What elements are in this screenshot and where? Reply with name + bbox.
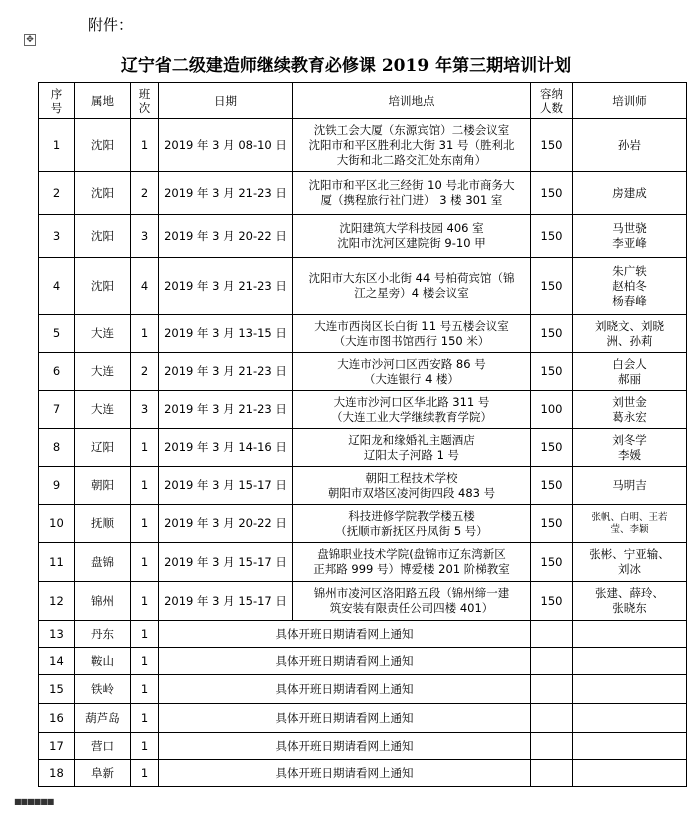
cell-teacher: 孙岩 (573, 119, 687, 172)
cell-capacity (531, 733, 573, 760)
cell-region: 沈阳 (75, 258, 131, 315)
cell-region: 朝阳 (75, 467, 131, 505)
table-row (39, 675, 687, 704)
cell-location: 辽阳龙和缘婚礼主题酒店 辽阳太子河路 1 号 (293, 429, 531, 467)
cell-capacity: 150 (531, 172, 573, 215)
cell-region: 铁岭 (75, 675, 131, 704)
header-seq: 序 号 (39, 83, 75, 119)
cell-region: 大连 (75, 391, 131, 429)
cell-class: 1 (131, 543, 159, 582)
cell-location: 沈阳市大东区小北街 44 号柏荷宾馆（锦 江之星旁）4 楼会议室 (293, 258, 531, 315)
cell-region: 沈阳 (75, 119, 131, 172)
table-row (39, 704, 687, 733)
cell-seq: 6 (39, 353, 75, 391)
cell-teacher (573, 760, 687, 787)
cell-location: 沈阳市和平区北三经街 10 号北市商务大 厦（携程旅行社门进） 3 楼 301 室 (293, 172, 531, 215)
table-row (39, 391, 687, 429)
cell-region: 大连 (75, 315, 131, 353)
cell-seq: 4 (39, 258, 75, 315)
cell-teacher: 刘冬学 李媛 (573, 429, 687, 467)
cell-seq: 13 (39, 621, 75, 648)
cell-capacity: 150 (531, 119, 573, 172)
page-title: 辽宁省二级建造师继续教育必修课 2019 年第三期培训计划 (120, 56, 572, 76)
cell-location: 盘锦职业技术学院(盘锦市辽东湾新区 正邦路 999 号）博爱楼 201 阶梯教室 (293, 543, 531, 582)
cell-class: 2 (131, 353, 159, 391)
cell-teacher: 张建、薛玲、 张晓东 (573, 582, 687, 621)
cell-capacity (531, 648, 573, 675)
cell-teacher: 马明吉 (573, 467, 687, 505)
table-row (39, 621, 687, 648)
table-row (39, 543, 687, 582)
cell-notice: 具体开班日期请看网上通知 (159, 621, 531, 648)
header-date: 日期 (159, 83, 293, 119)
cell-date: 2019 年 3 月 13-15 日 (159, 315, 293, 353)
table-row (39, 467, 687, 505)
cell-capacity (531, 675, 573, 704)
cell-seq: 15 (39, 675, 75, 704)
cell-capacity: 150 (531, 353, 573, 391)
cell-seq: 2 (39, 172, 75, 215)
cell-teacher (573, 704, 687, 733)
training-plan-table (38, 82, 687, 787)
header-row (39, 83, 687, 119)
cell-seq: 7 (39, 391, 75, 429)
cell-class: 1 (131, 704, 159, 733)
cell-class: 1 (131, 467, 159, 505)
cell-region: 阜新 (75, 760, 131, 787)
cell-capacity: 150 (531, 315, 573, 353)
cell-teacher (573, 621, 687, 648)
cell-class: 1 (131, 429, 159, 467)
cell-seq: 1 (39, 119, 75, 172)
cell-class: 3 (131, 391, 159, 429)
cell-teacher: 张彬、宁亚输、 刘冰 (573, 543, 687, 582)
cell-seq: 16 (39, 704, 75, 733)
cell-notice: 具体开班日期请看网上通知 (159, 733, 531, 760)
cell-class: 1 (131, 648, 159, 675)
cell-capacity: 150 (531, 258, 573, 315)
cell-region: 沈阳 (75, 172, 131, 215)
cell-region: 葫芦岛 (75, 704, 131, 733)
table-row (39, 648, 687, 675)
cell-capacity: 150 (531, 505, 573, 543)
cell-seq: 12 (39, 582, 75, 621)
header-class: 班 次 (131, 83, 159, 119)
cell-location: 科技进修学院教学楼五楼 （抚顺市新抚区丹凤街 5 号） (293, 505, 531, 543)
cell-teacher (573, 733, 687, 760)
cell-capacity: 150 (531, 429, 573, 467)
paragraph-mark-decoration: ■■■■■■ (14, 797, 54, 806)
header-location: 培训地点 (293, 83, 531, 119)
cell-class: 1 (131, 760, 159, 787)
cell-location: 朝阳工程技术学校 朝阳市双塔区凌河街四段 483 号 (293, 467, 531, 505)
cell-seq: 3 (39, 215, 75, 258)
cell-capacity: 150 (531, 582, 573, 621)
cell-seq: 10 (39, 505, 75, 543)
cell-teacher (573, 675, 687, 704)
cell-location: 沈阳建筑大学科技园 406 室 沈阳市沈河区建院街 9-10 甲 (293, 215, 531, 258)
cell-class: 1 (131, 675, 159, 704)
cell-region: 辽阳 (75, 429, 131, 467)
cell-location: 大连市西岗区长白街 11 号五楼会议室 （大连市图书馆西行 150 米） (293, 315, 531, 353)
cell-seq: 8 (39, 429, 75, 467)
cell-date: 2019 年 3 月 08-10 日 (159, 119, 293, 172)
cell-location: 锦州市凌河区洛阳路五段（锦州缔一建 筑安装有限责任公司四楼 401） (293, 582, 531, 621)
table-row (39, 353, 687, 391)
cell-notice: 具体开班日期请看网上通知 (159, 675, 531, 704)
cell-region: 鞍山 (75, 648, 131, 675)
cell-capacity: 150 (531, 467, 573, 505)
cell-class: 1 (131, 119, 159, 172)
cell-teacher: 房建成 (573, 172, 687, 215)
cell-class: 1 (131, 315, 159, 353)
cell-class: 1 (131, 505, 159, 543)
cell-location: 大连市沙河口区西安路 86 号 （大连银行 4 楼） (293, 353, 531, 391)
cell-seq: 17 (39, 733, 75, 760)
cell-capacity (531, 704, 573, 733)
table-move-icon[interactable]: ✥ (24, 34, 36, 46)
table-row (39, 172, 687, 215)
header-capacity: 容纳 人数 (531, 83, 573, 119)
cell-region: 丹东 (75, 621, 131, 648)
annex-label: 附件： (88, 16, 134, 34)
table-row (39, 733, 687, 760)
cell-region: 盘锦 (75, 543, 131, 582)
cell-class: 1 (131, 733, 159, 760)
cell-region: 大连 (75, 353, 131, 391)
cell-capacity: 150 (531, 543, 573, 582)
cell-location: 沈铁工会大厦（东源宾馆）二楼会议室 沈阳市和平区胜利北大街 31 号（胜利北 大街和北二路交汇处东南角） (293, 119, 531, 172)
cell-class: 4 (131, 258, 159, 315)
header-region: 属地 (75, 83, 131, 119)
cell-teacher: 刘晓文、刘晓 洲、孙莉 (573, 315, 687, 353)
table-row (39, 215, 687, 258)
cell-region: 沈阳 (75, 215, 131, 258)
cell-capacity (531, 760, 573, 787)
cell-date: 2019 年 3 月 21-23 日 (159, 353, 293, 391)
cell-teacher: 张帆、白明、王若 莹、李颖 (573, 505, 687, 543)
cell-capacity: 100 (531, 391, 573, 429)
cell-date: 2019 年 3 月 20-22 日 (159, 215, 293, 258)
cell-seq: 9 (39, 467, 75, 505)
cell-class: 3 (131, 215, 159, 258)
cell-notice: 具体开班日期请看网上通知 (159, 760, 531, 787)
cell-date: 2019 年 3 月 15-17 日 (159, 467, 293, 505)
cell-teacher: 马世骁 李亚峰 (573, 215, 687, 258)
table-row (39, 258, 687, 315)
cell-seq: 11 (39, 543, 75, 582)
cell-date: 2019 年 3 月 14-16 日 (159, 429, 293, 467)
header-teacher: 培训师 (573, 83, 687, 119)
cell-class: 2 (131, 172, 159, 215)
table-row (39, 429, 687, 467)
cell-date: 2019 年 3 月 21-23 日 (159, 391, 293, 429)
cell-class: 1 (131, 621, 159, 648)
cell-capacity (531, 621, 573, 648)
cell-teacher: 刘世金 葛永宏 (573, 391, 687, 429)
cell-date: 2019 年 3 月 21-23 日 (159, 172, 293, 215)
cell-seq: 18 (39, 760, 75, 787)
cell-teacher: 白会人 郝丽 (573, 353, 687, 391)
cell-location: 大连市沙河口区华北路 311 号 （大连工业大学继续教育学院） (293, 391, 531, 429)
cell-region: 营口 (75, 733, 131, 760)
cell-teacher (573, 648, 687, 675)
cell-date: 2019 年 3 月 15-17 日 (159, 582, 293, 621)
cell-notice: 具体开班日期请看网上通知 (159, 704, 531, 733)
cell-region: 抚顺 (75, 505, 131, 543)
table-row (39, 315, 687, 353)
cell-date: 2019 年 3 月 20-22 日 (159, 505, 293, 543)
table-row (39, 582, 687, 621)
cell-class: 1 (131, 582, 159, 621)
cell-date: 2019 年 3 月 15-17 日 (159, 543, 293, 582)
cell-seq: 5 (39, 315, 75, 353)
table-row (39, 119, 687, 172)
cell-region: 锦州 (75, 582, 131, 621)
cell-capacity: 150 (531, 215, 573, 258)
table-row (39, 505, 687, 543)
cell-date: 2019 年 3 月 21-23 日 (159, 258, 293, 315)
cell-teacher: 朱广轶 赵柏冬 杨春峰 (573, 258, 687, 315)
cell-seq: 14 (39, 648, 75, 675)
cell-notice: 具体开班日期请看网上通知 (159, 648, 531, 675)
table-row (39, 760, 687, 787)
